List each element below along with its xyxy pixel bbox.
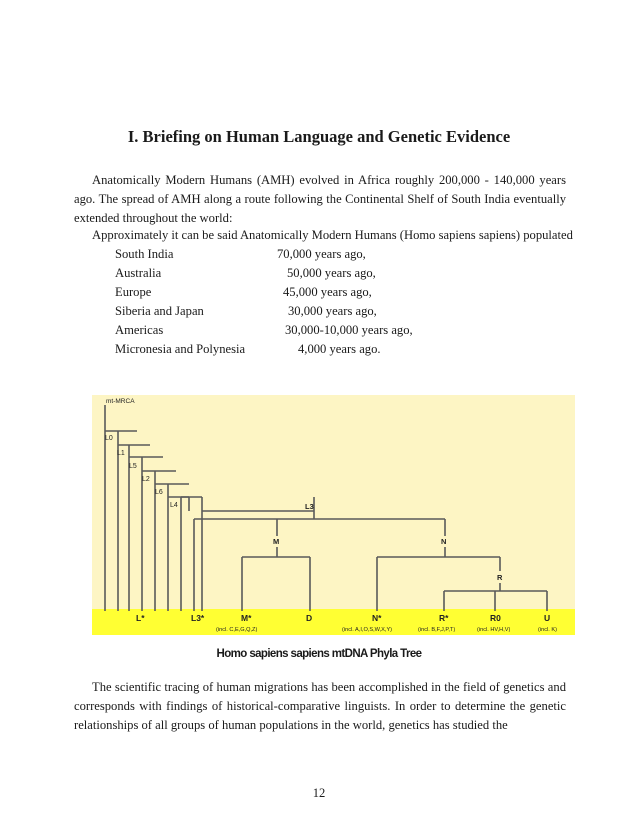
migration-row xyxy=(115,247,535,266)
migration-time: 50,000 years ago, xyxy=(287,266,376,280)
migration-region: Americas xyxy=(115,323,164,337)
branch-label-n: N xyxy=(441,537,447,546)
migration-region: Europe xyxy=(115,285,152,299)
migration-region: South India xyxy=(115,247,174,261)
branch-label-l4: L4 xyxy=(170,502,178,509)
haplogroup-r0-note: (incl. HV,H,V) xyxy=(477,627,511,633)
mtdna-phyla-tree-figure xyxy=(92,395,575,635)
branch-label-r: R xyxy=(497,573,503,582)
branch-label-l1: L1 xyxy=(117,450,125,457)
haplogroup-l3-star: L3* xyxy=(191,613,205,623)
paragraph-text: Anatomically Modern Humans (AMH) evolved in Africa roughly 200,000 - 140,000 years ago. The spread of AMH along a route following the Continental Shelf of South India eventually extended throughout the world: xyxy=(74,173,566,225)
haplogroup-m-note: (incl. C,E,G,Q,Z) xyxy=(216,627,258,633)
haplogroup-d: D xyxy=(306,613,313,623)
migration-time: 45,000 years ago, xyxy=(283,285,372,299)
migration-time: 70,000 years ago, xyxy=(277,247,366,261)
haplogroup-n-note: (incl. A,I,O,S,W,X,Y) xyxy=(342,627,393,633)
haplogroup-u: U xyxy=(544,613,551,623)
section-heading: I. Briefing on Human Language and Genetic Evidence xyxy=(127,127,511,146)
migration-time: 30,000 years ago, xyxy=(288,304,377,318)
paragraph-amh-origin xyxy=(74,171,566,228)
haplogroup-l-star: L* xyxy=(136,613,145,623)
paragraph-text: The scientific tracing of human migrations has been accomplished in the field of genetics and corresponds with findings of historical-comparative linguists. In order to determine the genetic relationships of all groups of human populations in the world, genetics has studied the xyxy=(74,680,566,732)
branch-label-l5: L5 xyxy=(129,463,137,470)
migration-region: Micronesia and Polynesia xyxy=(115,342,246,356)
page-number: 12 xyxy=(312,786,326,800)
branch-label-m: M xyxy=(273,537,280,546)
migration-row xyxy=(115,266,535,285)
migration-row xyxy=(115,323,535,342)
figure-caption: Homo sapiens sapiens mtDNA Phyla Tree xyxy=(216,648,422,660)
haplogroup-r0: R0 xyxy=(490,613,501,623)
migration-row xyxy=(115,285,535,304)
branch-label-l0: L0 xyxy=(105,435,113,442)
tree-background xyxy=(92,395,575,635)
branch-label-l6: L6 xyxy=(155,489,163,496)
migration-time: 4,000 years ago. xyxy=(298,342,381,356)
tree-root-label: mt-MRCA xyxy=(106,398,135,405)
paragraph-genetics xyxy=(74,678,566,735)
migration-time: 30,000-10,000 years ago, xyxy=(285,323,413,337)
branch-label-l3: L3 xyxy=(305,502,314,511)
migration-region: Siberia and Japan xyxy=(115,304,204,318)
haplogroup-n-star: N* xyxy=(372,613,382,623)
migration-row xyxy=(115,342,535,361)
migration-region: Australia xyxy=(115,266,162,280)
haplogroup-r-star: R* xyxy=(439,613,449,623)
migration-intro: Approximately it can be said Anatomically Modern Humans (Homo sapiens sapiens) populated xyxy=(92,228,573,242)
branch-label-l2: L2 xyxy=(142,476,150,483)
haplogroup-u-note: (incl. K) xyxy=(538,627,557,633)
haplogroup-m-star: M* xyxy=(241,613,252,623)
migration-row xyxy=(115,304,535,323)
haplogroup-r-star-note: (incl. B,F,J,P,T) xyxy=(418,627,456,633)
